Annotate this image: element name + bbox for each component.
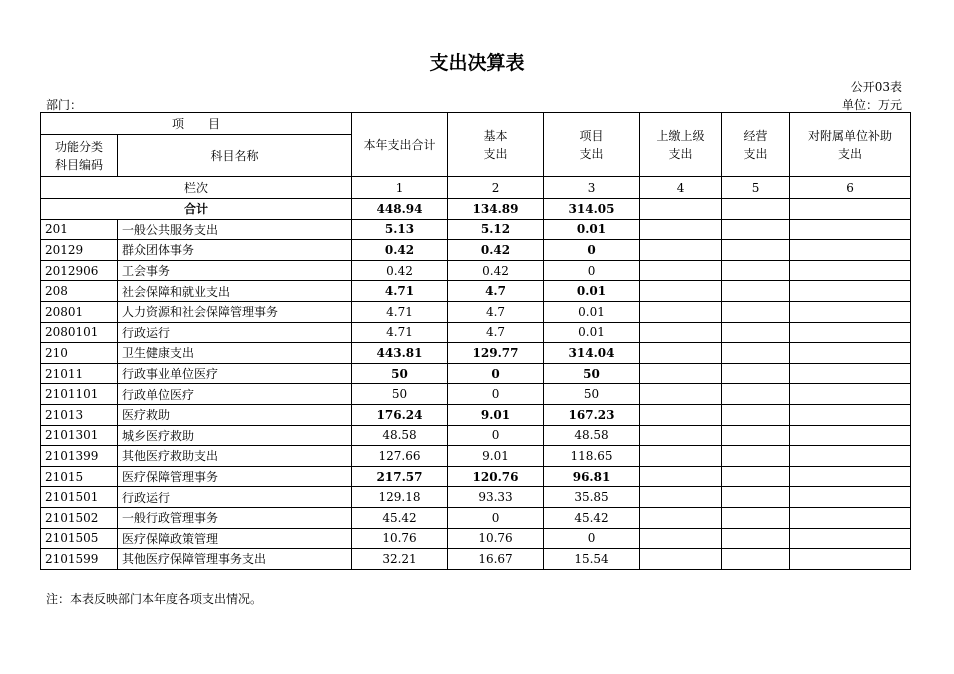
form-number: 公开03表: [850, 80, 902, 94]
table-row: [41, 549, 911, 570]
row-code: 21015: [41, 466, 118, 487]
row-basic: 10.76: [448, 528, 544, 549]
row-subsidy: [790, 528, 911, 549]
row-code: 208: [41, 281, 118, 302]
column-index-3: 3: [544, 177, 640, 199]
row-name: 群众团体事务: [118, 240, 352, 261]
table-row: [41, 260, 911, 281]
row-total: 45.42: [352, 507, 448, 528]
header-basic-line1: 基本: [483, 128, 508, 143]
row-upper: [640, 507, 722, 528]
row-upper: [640, 487, 722, 508]
row-name: 其他医疗保障管理事务支出: [118, 549, 352, 570]
row-name: 一般公共服务支出: [118, 219, 352, 240]
row-total: 0.42: [352, 260, 448, 281]
row-code: 2101502: [41, 507, 118, 528]
row-project: 0.01: [544, 301, 640, 322]
row-business: [722, 507, 790, 528]
row-basic: 0: [448, 384, 544, 405]
row-name: 城乡医疗救助: [118, 425, 352, 446]
column-index-row: [41, 177, 911, 199]
table-row: [41, 281, 911, 302]
header-subsidy: [790, 113, 911, 177]
total-upper: [640, 199, 722, 220]
row-project: 118.65: [544, 446, 640, 467]
row-total: 129.18: [352, 487, 448, 508]
row-project: 0.01: [544, 281, 640, 302]
row-business: [722, 240, 790, 261]
column-index-1: 1: [352, 177, 448, 199]
row-name: 医疗保障政策管理: [118, 528, 352, 549]
header-upper: [640, 113, 722, 177]
row-subsidy: [790, 384, 911, 405]
row-business: [722, 384, 790, 405]
row-basic: 4.7: [448, 322, 544, 343]
page-title: 支出决算表: [429, 52, 525, 74]
row-code: 2012906: [41, 260, 118, 281]
header-code-line1: 功能分类: [54, 139, 103, 154]
column-index-label: 栏次: [41, 177, 352, 199]
row-total: 32.21: [352, 549, 448, 570]
header-project: [544, 113, 640, 177]
header-basic: [448, 113, 544, 177]
footnote: 注：本表反映部门本年度各项支出情况。: [46, 592, 263, 606]
row-basic: 9.01: [448, 446, 544, 467]
row-business: [722, 322, 790, 343]
row-code: 2101505: [41, 528, 118, 549]
row-name: 人力资源和社会保障管理事务: [118, 301, 352, 322]
table-row: [41, 301, 911, 322]
row-code: 2101599: [41, 549, 118, 570]
row-total: 0.42: [352, 240, 448, 261]
row-project: 0.01: [544, 219, 640, 240]
total-project: 314.05: [544, 199, 640, 220]
row-code: 210: [41, 343, 118, 364]
row-subsidy: [790, 425, 911, 446]
row-upper: [640, 466, 722, 487]
total-subsidy: [790, 199, 911, 220]
column-index-6: 6: [790, 177, 911, 199]
row-upper: [640, 363, 722, 384]
header-basic-line2: 支出: [483, 146, 508, 161]
table-row: [41, 240, 911, 261]
row-upper: [640, 219, 722, 240]
row-business: [722, 363, 790, 384]
total-sum: 448.94: [352, 199, 448, 220]
row-code: 2080101: [41, 322, 118, 343]
row-total: 5.13: [352, 219, 448, 240]
table-row: [41, 322, 911, 343]
row-project: 48.58: [544, 425, 640, 446]
header-item: 项 目: [41, 113, 352, 135]
row-basic: 0.42: [448, 260, 544, 281]
row-total: 176.24: [352, 404, 448, 425]
row-upper: [640, 343, 722, 364]
row-business: [722, 466, 790, 487]
row-name: 卫生健康支出: [118, 343, 352, 364]
row-project: 15.54: [544, 549, 640, 570]
row-project: 45.42: [544, 507, 640, 528]
row-total: 50: [352, 384, 448, 405]
row-code: 201: [41, 219, 118, 240]
row-business: [722, 219, 790, 240]
row-subsidy: [790, 281, 911, 302]
row-upper: [640, 301, 722, 322]
row-name: 社会保障和就业支出: [118, 281, 352, 302]
row-name: 行政运行: [118, 322, 352, 343]
row-subsidy: [790, 363, 911, 384]
row-code: 2101301: [41, 425, 118, 446]
row-basic: 16.67: [448, 549, 544, 570]
row-total: 48.58: [352, 425, 448, 446]
department-label: 部门：: [46, 98, 83, 112]
row-name: 行政单位医疗: [118, 384, 352, 405]
table-row: [41, 384, 911, 405]
total-business: [722, 199, 790, 220]
row-subsidy: [790, 322, 911, 343]
header-code: [41, 135, 118, 177]
row-business: [722, 446, 790, 467]
row-business: [722, 425, 790, 446]
row-name: 行政运行: [118, 487, 352, 508]
row-upper: [640, 549, 722, 570]
row-business: [722, 260, 790, 281]
row-total: 50: [352, 363, 448, 384]
table-row: [41, 446, 911, 467]
row-total: 127.66: [352, 446, 448, 467]
row-upper: [640, 322, 722, 343]
row-basic: 9.01: [448, 404, 544, 425]
row-business: [722, 528, 790, 549]
row-upper: [640, 528, 722, 549]
row-basic: 4.7: [448, 301, 544, 322]
row-business: [722, 549, 790, 570]
row-subsidy: [790, 301, 911, 322]
header-name: 科目名称: [118, 135, 352, 177]
row-project: 0: [544, 240, 640, 261]
row-code: 2101399: [41, 446, 118, 467]
row-total: 4.71: [352, 301, 448, 322]
row-business: [722, 343, 790, 364]
header-upper-line1: 上缴上级: [656, 128, 705, 143]
header-business-line2: 支出: [743, 146, 768, 161]
table-body: [41, 199, 911, 570]
row-business: [722, 487, 790, 508]
table-row: [41, 466, 911, 487]
row-name: 其他医疗救助支出: [118, 446, 352, 467]
table-row: [41, 528, 911, 549]
row-business: [722, 404, 790, 425]
header-total: 本年支出合计: [352, 113, 448, 177]
row-code: 21013: [41, 404, 118, 425]
table-row: [41, 507, 911, 528]
row-subsidy: [790, 466, 911, 487]
row-total: 4.71: [352, 281, 448, 302]
row-upper: [640, 404, 722, 425]
row-code: 20129: [41, 240, 118, 261]
row-subsidy: [790, 507, 911, 528]
row-subsidy: [790, 446, 911, 467]
row-code: 2101101: [41, 384, 118, 405]
table-row: [41, 404, 911, 425]
row-subsidy: [790, 219, 911, 240]
row-basic: 5.12: [448, 219, 544, 240]
row-project: 167.23: [544, 404, 640, 425]
total-row: [41, 199, 911, 220]
row-subsidy: [790, 487, 911, 508]
row-project: 50: [544, 363, 640, 384]
row-name: 医疗保障管理事务: [118, 466, 352, 487]
row-basic: 129.77: [448, 343, 544, 364]
row-project: 50: [544, 384, 640, 405]
header-business: [722, 113, 790, 177]
row-subsidy: [790, 240, 911, 261]
row-project: 35.85: [544, 487, 640, 508]
row-basic: 4.7: [448, 281, 544, 302]
row-project: 0: [544, 260, 640, 281]
table-row: [41, 487, 911, 508]
row-total: 10.76: [352, 528, 448, 549]
row-upper: [640, 384, 722, 405]
row-name: 行政事业单位医疗: [118, 363, 352, 384]
column-index-4: 4: [640, 177, 722, 199]
header-project-line2: 支出: [579, 146, 604, 161]
row-basic: 93.33: [448, 487, 544, 508]
row-total: 217.57: [352, 466, 448, 487]
total-label: 合计: [41, 199, 352, 220]
row-upper: [640, 425, 722, 446]
row-name: 医疗救助: [118, 404, 352, 425]
header-upper-line2: 支出: [668, 146, 693, 161]
table-row: [41, 219, 911, 240]
unit-label: 单位：万元: [841, 98, 902, 112]
row-basic: 0: [448, 425, 544, 446]
header-subsidy-line1: 对附属单位补助: [808, 128, 893, 143]
row-subsidy: [790, 343, 911, 364]
row-code: 21011: [41, 363, 118, 384]
column-index-2: 2: [448, 177, 544, 199]
row-subsidy: [790, 404, 911, 425]
column-index-5: 5: [722, 177, 790, 199]
row-basic: 0: [448, 363, 544, 384]
row-basic: 0.42: [448, 240, 544, 261]
expenditure-table: [40, 112, 911, 570]
table-row: [41, 425, 911, 446]
row-basic: 120.76: [448, 466, 544, 487]
row-project: 0: [544, 528, 640, 549]
row-business: [722, 281, 790, 302]
table-row: [41, 363, 911, 384]
header-code-line2: 科目编码: [54, 157, 103, 172]
row-upper: [640, 281, 722, 302]
header-row-1: [41, 113, 911, 135]
row-code: 2101501: [41, 487, 118, 508]
row-total: 443.81: [352, 343, 448, 364]
header-project-line1: 项目: [579, 128, 604, 143]
row-project: 0.01: [544, 322, 640, 343]
row-name: 一般行政管理事务: [118, 507, 352, 528]
row-code: 20801: [41, 301, 118, 322]
row-total: 4.71: [352, 322, 448, 343]
header-subsidy-line2: 支出: [838, 146, 863, 161]
row-upper: [640, 260, 722, 281]
row-upper: [640, 446, 722, 467]
row-business: [722, 301, 790, 322]
row-basic: 0: [448, 507, 544, 528]
header-business-line1: 经营: [743, 128, 768, 143]
row-subsidy: [790, 260, 911, 281]
row-project: 96.81: [544, 466, 640, 487]
total-basic: 134.89: [448, 199, 544, 220]
row-upper: [640, 240, 722, 261]
table-row: [41, 343, 911, 364]
row-subsidy: [790, 549, 911, 570]
row-project: 314.04: [544, 343, 640, 364]
row-name: 工会事务: [118, 260, 352, 281]
